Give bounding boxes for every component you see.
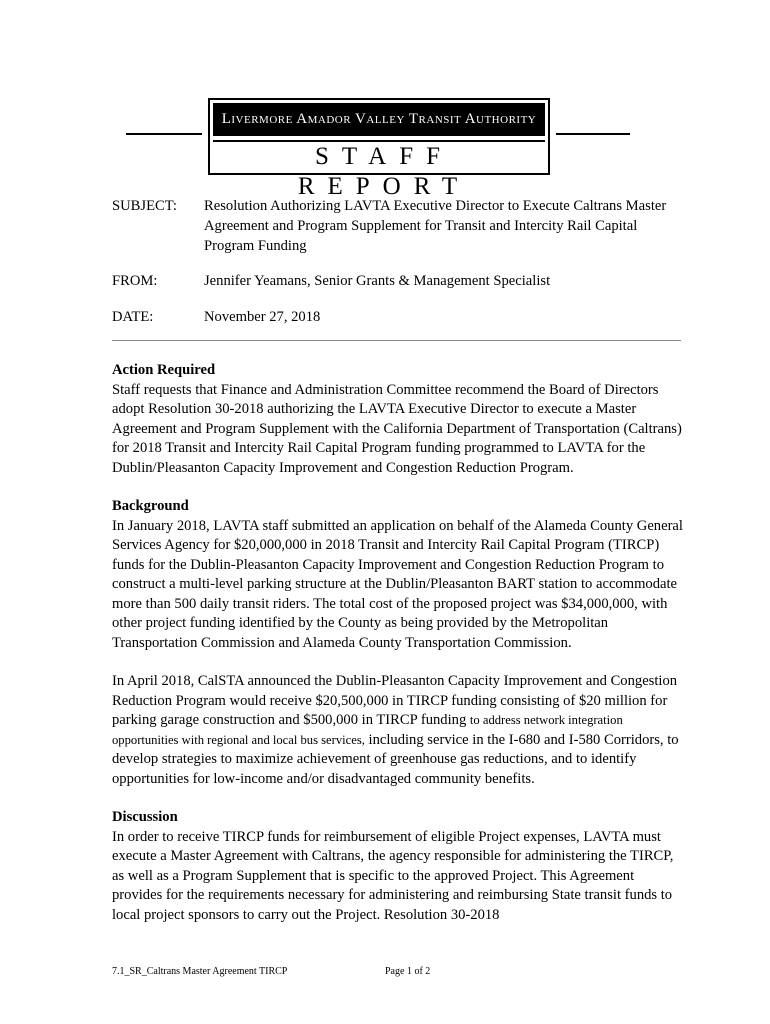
footer-filename: 7.1_SR_Caltrans Master Agreement TIRCP (112, 966, 288, 977)
discussion-text: In order to receive TIRCP funds for reimbursement of eligible Project expenses, LAVTA must execute a Master Agreement with Caltrans, the agency responsible for administering the TIRCP, as well as a Program Supplement that is specific to the approved Project. This Agreement provides for the requirements necessary for administering and reimbursing State transit funds to local project sponsors to carry out the Project. Resolution 30-2018 (112, 828, 674, 923)
footer-page-number: Page 1 of 2 (385, 966, 431, 977)
action-required-text: Staff requests that Finance and Administration Committee recommend the Board of Directors adopt Resolution 30-2018 authorizing the LAVTA Executive Director to execute a Master Agreement and Program Supplement with the California Department of Transportation (Caltrans) for 2018 Transit and Intercity Rail Capital Program funding programmed to LAVTA for the Dublin/Pleasanton Capacity Improvement and Congestion Reduction Program. (112, 381, 682, 476)
from-value: Jennifer Yeamans, Senior Grants & Management Specialist (204, 273, 551, 289)
action-required-section (112, 361, 684, 478)
background-section (112, 497, 684, 789)
subject-label: SUBJECT: (112, 198, 177, 214)
memo-divider (112, 340, 681, 341)
header-rule-left (126, 133, 202, 135)
background-paragraph-2-part-a: In April 2018, CalSTA announced the Dublin-Pleasanton Capacity Improvement and Congestion Reduction Program would receive $20,500,000 in TIRCP funding consisting of $20 million for parking garage construction and $500,000 in TIRCP funding (112, 673, 678, 728)
discussion-heading: Discussion (112, 809, 178, 825)
background-paragraph-2-part-b: to address network integration opportunities with regional and local bus services, (112, 713, 623, 747)
header-rule-right (556, 133, 630, 135)
background-heading: Background (112, 498, 189, 514)
agency-name: Livermore Amador Valley Transit Authority (213, 103, 545, 136)
background-paragraph-2 (112, 672, 684, 789)
subject-value: Resolution Authorizing LAVTA Executive Director to Execute Caltrans Master Agreement and Program Supplement for Transit and Intercity Rail Capital Program Funding (204, 198, 667, 254)
discussion-section (112, 808, 684, 925)
action-required-heading: Action Required (112, 362, 216, 378)
report-body (112, 361, 684, 944)
background-paragraph-2-part-c: including service in the I-680 and I-580 Corridors, to develop strategies to maximize achievement of greenhouse gas reductions, and to identify opportunities for low-income and/or disadvantaged community benefits. (112, 731, 679, 787)
background-paragraph-1: In January 2018, LAVTA staff submitted an application on behalf of the Alameda County General Services Agency for $20,000,000 in 2018 Transit and Intercity Rail Capital Program (TIRCP) funds for the Dublin-Pleasanton Capacity Improvement and Congestion Reduction Program to construct a multi-level parking structure at the Dublin/Pleasanton BART station to accommodate more than 500 daily transit riders. The total cost of the proposed project was $34,000,000, with other project funding identified by the County as being provided by the Metropolitan Transportation Commission and Alameda County Transportation Commission. (112, 517, 683, 651)
report-title: STAFF REPORT (297, 143, 471, 200)
from-label: FROM: (112, 273, 158, 289)
date-value: November 27, 2018 (204, 309, 321, 325)
date-label: DATE: (112, 309, 154, 325)
report-header (208, 98, 550, 200)
